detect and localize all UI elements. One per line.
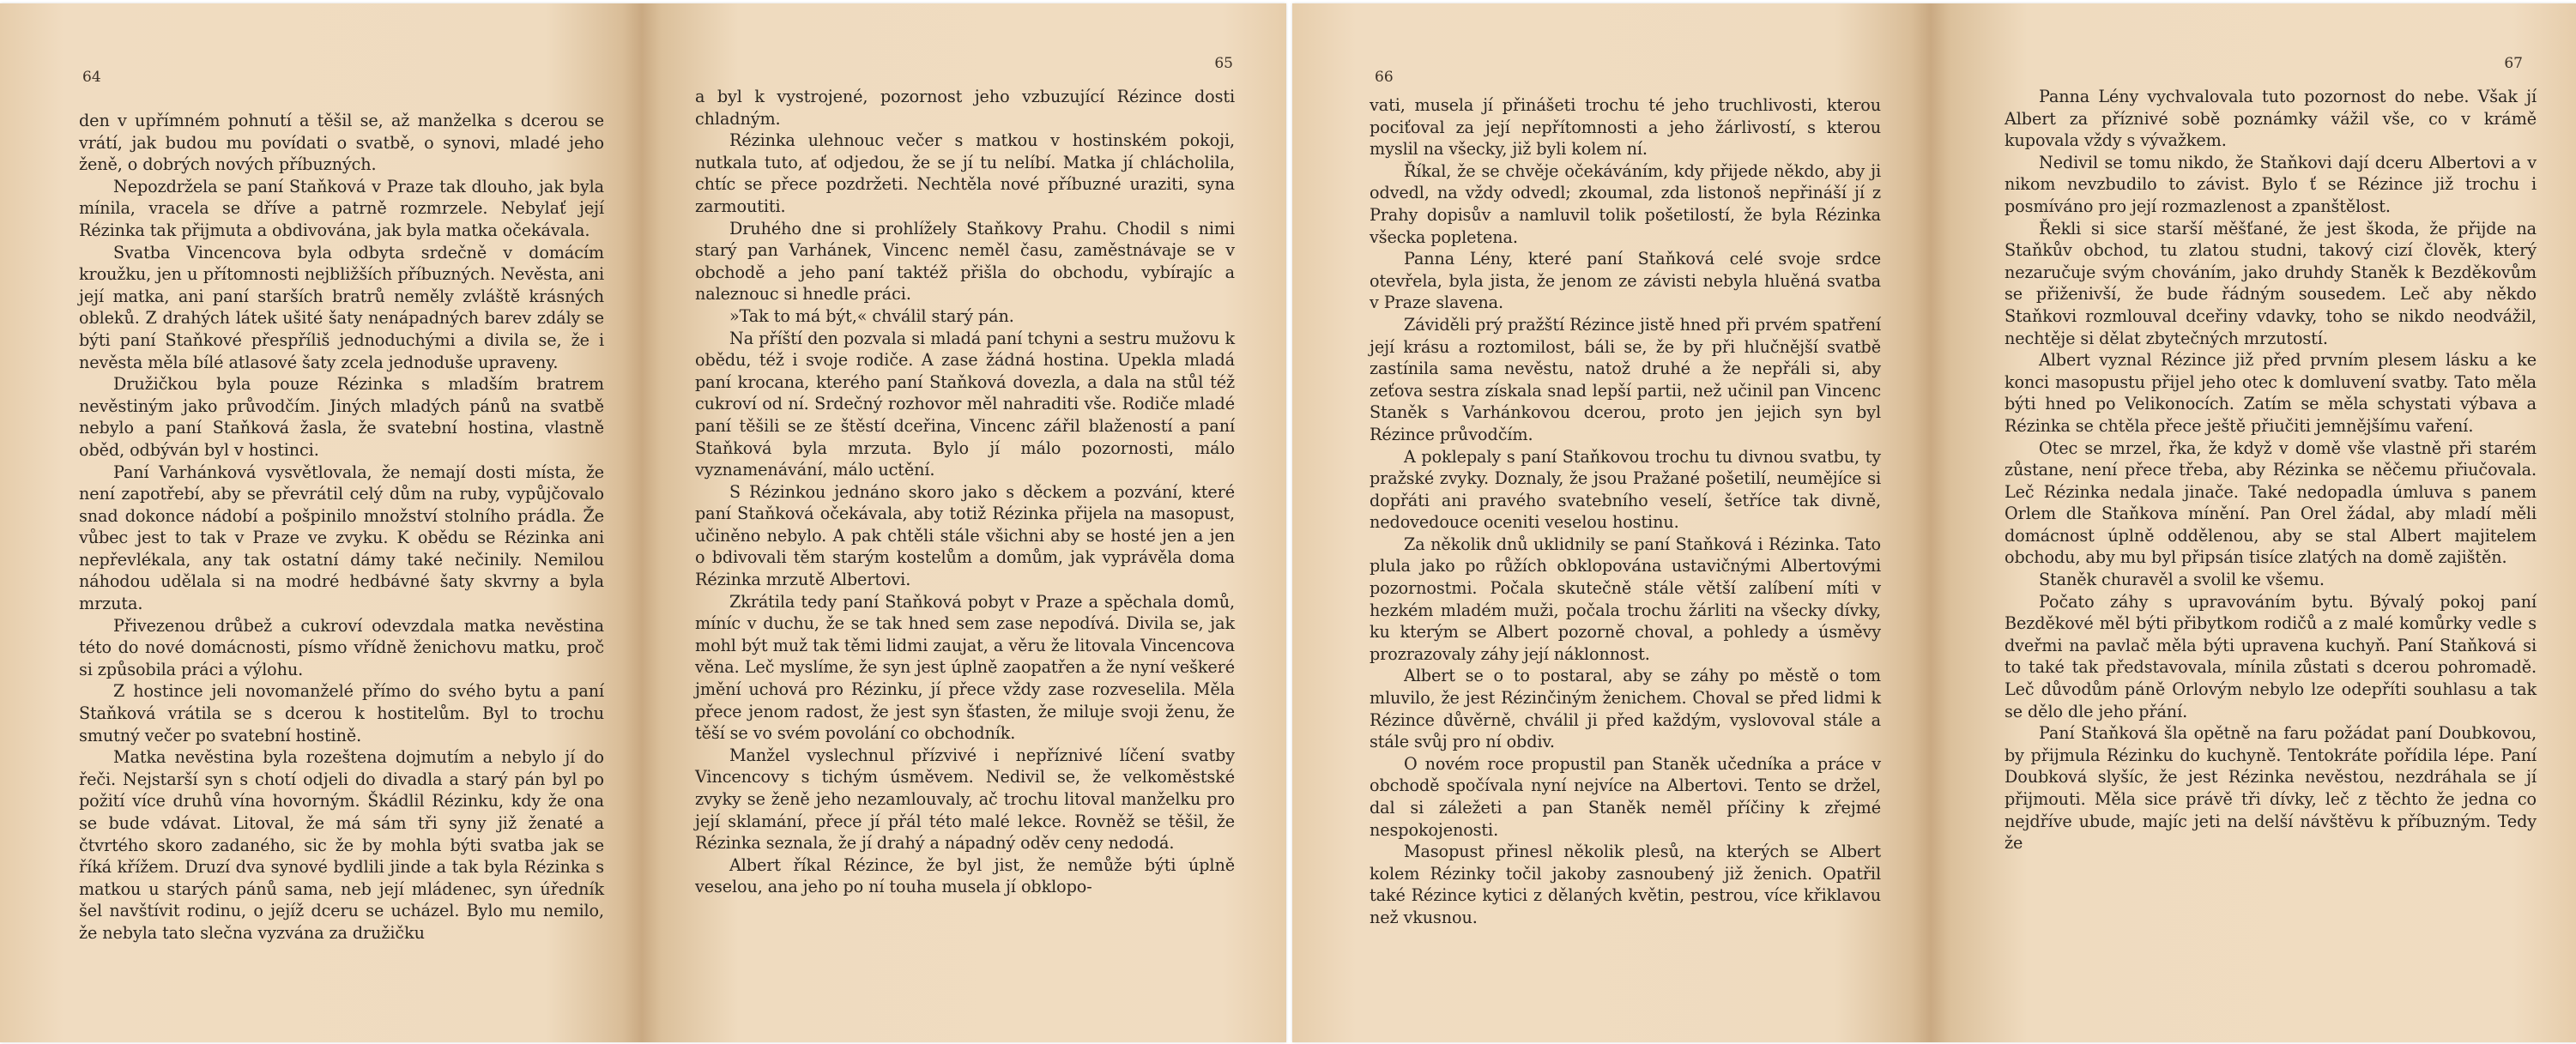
paragraph: Manžel vyslechnul přízvivé i nepříznivé líčení svatby Vincencovy s tichým úsměvem. Nedivil se, že velkoměstské zvyky se ženě jeho nezamlouvaly, ač trochu litoval manželku pro její sklamání, přece jí přál této malé lekce. Rovněž se těšil, že Rézinka seznala, že jí drahý a nápadný oděv ceny nedodá. [695,745,1235,854]
paragraph: Paní Varhánková vysvětlovala, že nemají dosti místa, že není zapotřebí, aby se převrátil celý dům na ruby, vypůjčovalo snad dokonce nádobí a pošpinilo množství stolního prádla. Že vůbec jest to tak v Praze ve zvyku. K obědu se Rézinka ani nepřevlékala, any tak ostatní dámy také nečinily. Nemilou náhodou udělala si na modré hedbávné šaty skvrny a byla mrzuta. [79,462,604,614]
paragraph: Nedivil se tomu nikdo, že Staňkovi dají dceru Albertovi a v nikom nevzbudilo to závist. Bylo ť se Rézince již trochu i posmíváno pro její rozmazlenost a zpanštělost. [2005,152,2537,216]
book-spread-right [1292,3,2576,1042]
paragraph: Paní Staňková šla opětně na faru požádat paní Doubkovou, by přijmula Rézinku do kuchyně. Tentokráte pořídila lépe. Paní Doubková slyšíc, že jest Rézinka nevěstou, nezdráhala se jí přijmouti. Měla sice právě tři dívky, leč z těchto že jedna co nejdříve ubude, majíc jeti na delší návštěvu k příbuzným. Tedy že [2005,723,2537,854]
paragraph: Matka nevěstina byla rozeštena dojmutím a nebylo jí do řeči. Nejstarší syn s chotí odjeli do divadla a starý pán byl po požití více druhů vína hovorným. Škádlil Rézinku, kdy že ona se bude vdávat. Litoval, že má sám tři syny již ženaté a čtvrtého skoro zadaného, sic že by mohla býti svatba jak se říká křížem. Druzí dva synové bydlili jinde a tak byla Rézinka s matkou u starých pánů sama, neb její mládenec, syn úředník šel navštívit rodinu, o jejíž dceru se ucházel. Bylo mu nemilo, že nebyla tato slečna vyzvána za družičku [79,747,604,943]
paragraph: Nepozdržela se paní Staňková v Praze tak dlouho, jak byla mínila, vracela se dříve a patrně rozmrzele. Nebylať její Rézinka tak přijmuta a obdivována, jak byla matka očekávala. [79,176,604,240]
paragraph: »Tak to má být,« chválil starý pán. [729,305,1014,326]
paragraph: Staněk churavěl a svolil ke všemu. [2039,570,2325,590]
paragraph: Panna Lény, které paní Staňková celé svoje srdce otevřela, byla jista, že jenom ze závisti nebyla hluěná svatba v Praze slavena. [1370,249,1881,313]
paragraph: Družičkou byla pouze Rézinka s mladším bratrem nevěstiným jako průvodčím. Jiných mladých pánů na svatbě nebylo a paní Staňková žasla, že svatební hostina, vlastně oběd, odbýván byl v hostinci. [79,374,604,460]
page-number: 64 [82,69,101,86]
paragraph: Počato záhy s upravováním bytu. Bývalý pokoj paní Bezděkové měl býti přibytkom rodičů a z malé komůrky vedle s dveřmi na pavlač měla býti upravena kuchyň. Paní Staňková si to také tak představovala, mínila zůstati s dcerou pohromadě. Leč důvodům páně Orlovým nebylo lze odepříti souhlasu a tak se dělo dle jeho přání. [2005,591,2537,721]
paragraph: Albert vyznal Rézince již před prvním plesem lásku a ke konci masopustu přijel jeho otec k domluvení svatby. Tato měla býti hned po Velikonocích. Zatím se měla schystati výbava a Rézinka se chtěla přece ještě přiučiti jemnějšímu vaření. [2005,350,2537,436]
paragraph: Masopust přinesl několik plesů, na kterých se Albert kolem Rézinky točil jakoby zasnoubený již ženich. Opatřil také Rézince kytici z dělaných květin, pestrou, více křiklavou než vkusnou. [1370,842,1881,927]
page-text [1370,94,1881,929]
paragraph: Přivezenou drůbež a cukroví odevzdala matka nevěstina této do nové domácnosti, písmo vřídně ženichovu matku, proč si způsobila práci a výlohu. [79,615,604,679]
page-text [79,110,604,944]
page-number: 66 [1375,69,1394,86]
paragraph: Záviděli prý pražští Rézince jistě hned při prvém spatření její krásu a roztomilost, báli se, že by při hlučnější svatbě zastínila sama nevěstu, natož druhé a že nepřáli si, aby zeťova sestra získala snad lepší partii, než učinil pan Vincenc Staněk s Varhánkovou dcerou, proto jen jejich syn byl Rézince průvodčím. [1370,314,1881,444]
page-number: 67 [2504,55,2523,72]
paragraph: Rézinka ulehnouc večer s matkou v hostinském pokoji, nutkala tuto, ať odjedou, že se jí tu nelíbí. Matka jí chlácholila, chtíc se přece pozdržeti. Nechtěla nové příbuzné uraziti, syna zarmoutiti. [695,130,1235,216]
paragraph: Z hostince jeli novomanželé přímo do svého bytu a paní Staňková vrátila se s dcerou k hostitelům. Byl to trochu smutný večer po svatební hostině. [79,681,604,745]
paragraph: Říkal, že se chvěje očekáváním, kdy přijede někdo, aby ji odvedl, na vždy odvedl; zkoumal, zda listonoš nepřináší jí z Prahy dopisův a namluvil tolik pošetilostí, že byla Rézinka všecka popletena. [1370,160,1881,247]
page-number: 65 [1214,55,1233,72]
paragraph: Zkrátila tedy paní Staňková pobyt v Praze a spěchala domů, míníc v duchu, že se tak hned sem zase nepodívá. Divila se, jak mohl být muž tak těmi lidmi zaujat, a věru že litovala Vincencova věna. Leč myslíme, že syn jest úplně zaopatřen a že nyní veškeré jmění uchová pro Rézinku, jí přece vždy zase rozveselila. Měla přece jenom radost, že jest syn šťasten, že miluje svoji ženu, že těší se vo svém povolání co obchodník. [695,591,1235,744]
book-spread-left [0,3,1286,1042]
paragraph: Na příští den pozvala si mladá paní tchyni a sestru mužovu k obědu, též i svoje rodiče. A zase žádná hostina. Upekla mladá paní krocana, kterého paní Staňková dovezla, a dala na stůl též cukroví od ní. Srdečný rozhovor měl nahraditi vše. Rodiče mladé paní těšili se ze štěstí dceřina, Vincenc zářil blažeností a paní Staňková byla mrzuta. Bylo jí málo pozornosti, málo vyznamenávání, málo uctění. [695,328,1235,480]
page-64 [0,3,642,1042]
paragraph: A poklepaly s paní Staňkovou trochu tu divnou svatbu, ty pražské zvyky. Doznaly, že jsou Pražané pošetilí, neumějíce si dopřáti ani pravého svatebního veselí, šetříce tak divně, nedovedouce oceniti veselou hostinu. [1370,446,1881,533]
paragraph: Druhého dne si prohlížely Staňkovy Prahu. Chodil s nimi starý pan Varhánek, Vincenc neměl času, zaměstnávaje se v obchodě a jeho paní taktéž přišla do obchodu, vybírajíc a naleznouc si hnedle práci. [695,218,1235,305]
paragraph: Albert se o to postaral, aby se záhy po městě o tom mluvilo, že jest Rézinčiným ženichem. Choval se před lidmi k Rézince důvěrně, chválil ji před každým, vyslovoval stále a stále svůj pro ní obdiv. [1370,666,1881,752]
paragraph: Albert říkal Rézince, že byl jist, že nemůže býti úplně veselou, ana jeho po ní touha musela jí obklopo- [695,854,1235,897]
paragraph: Otec se mrzel, řka, že když v domě vše vlastně při starém zůstane, není přece třeba, aby Rézinka se něčemu přiučovala. Leč Rézinka nedala jinače. Také nedopadla úmluva s panem Orlem dle Staňkova mínění. Pan Orel žádal, aby mladí měli domácnost úplně oddělenou, aby se stal Albert majitelem obchodu, aby mu byl připsán tisíce zlatých na domě zajištěn. [2005,438,2537,568]
paragraph: Svatba Vincencova byla odbyta srdečně v domácím kroužku, jen u přítomnosti nejbližších příbuzných. Nevěsta, ani její matka, ani paní starších bratrů neměly zvláště krásných obleků. Z drahých látek ušité šaty nenápadných barev zdály se býti paní Staňkové přespříliš jednoduchými a divila se, že i nevěsta měla bílé atlasové šaty zcela jednoduše upraveny. [79,242,604,372]
page-text [2005,86,2537,854]
page-66 [1292,3,1931,1042]
paragraph: a byl k vystrojené, pozornost jeho vzbuzující Rézince dosti chladným. [695,87,1235,129]
paragraph: vati, musela jí přinášeti trochu té jeho truchlivosti, kterou pociťoval za její nepřítomnosti a jeho žárlivostí, s kterou myslil na všecky, již byli kolem ní. [1370,95,1881,160]
paragraph: Řekli si sice starší měšťané, že jest škoda, že přijde na Staňkův obchod, tu zlatou studni, takový cizí člověk, který nezaručuje svým chováním, jako druhdy Staněk k Bezděkovům se přiženivší, že bude řádným sousedem. Leč aby někdo Staňkovi rozmlouval dceřiny vdavky, toho se nikdo neodvážil, nechtěje si dělat zbytečných mrzutostí. [2005,218,2537,348]
page-67 [1931,3,2576,1042]
paragraph: S Rézinkou jednáno skoro jako s děckem a pozvání, které paní Staňková očekávala, aby totiž Rézinka přijela na masopust, učiněno nebylo. A pak chtěli stále všichni aby se hosté jen a jen o bdivovali těm starým kostelům a domům, jak vyprávěla doma Rézinka mrzutě Albertovi. [695,481,1235,590]
paragraph: O novém roce propustil pan Staněk učedníka a práce v obchodě spočívala nyní nejvíce na Albertovi. Tento se držel, dal si záležeti a pan Staněk neměl příčiny k zřejmé nespokojenosti. [1370,753,1881,840]
paragraph: den v upřímném pohnutí a těšil se, až manželka s dcerou se vrátí, jak budou mu povídati o svatbě, o synovi, mladé jeho ženě, o dobrých nových příbuzných. [79,111,604,175]
page-65 [642,3,1286,1042]
paragraph: Panna Lény vychvalovala tuto pozornost do nebe. Však jí Albert za příznivé sobě poznámky vážil vše, co v krámě kupovala vždy s vývažkem. [2005,87,2537,151]
page-text [695,86,1235,898]
paragraph: Za několik dnů uklidnily se paní Staňková i Rézinka. Tato plula jako po růžích obklopována ustavičnými Albertovými pozornostmi. Počala skutečně stále větší zalíbení míti v hezkém mladém muži, počala trochu žárliti na všecky dívky, ku kterým se Albert pozorně choval, a pohledy a úsměvy prozrazovaly záhy její náklonnost. [1370,534,1881,664]
